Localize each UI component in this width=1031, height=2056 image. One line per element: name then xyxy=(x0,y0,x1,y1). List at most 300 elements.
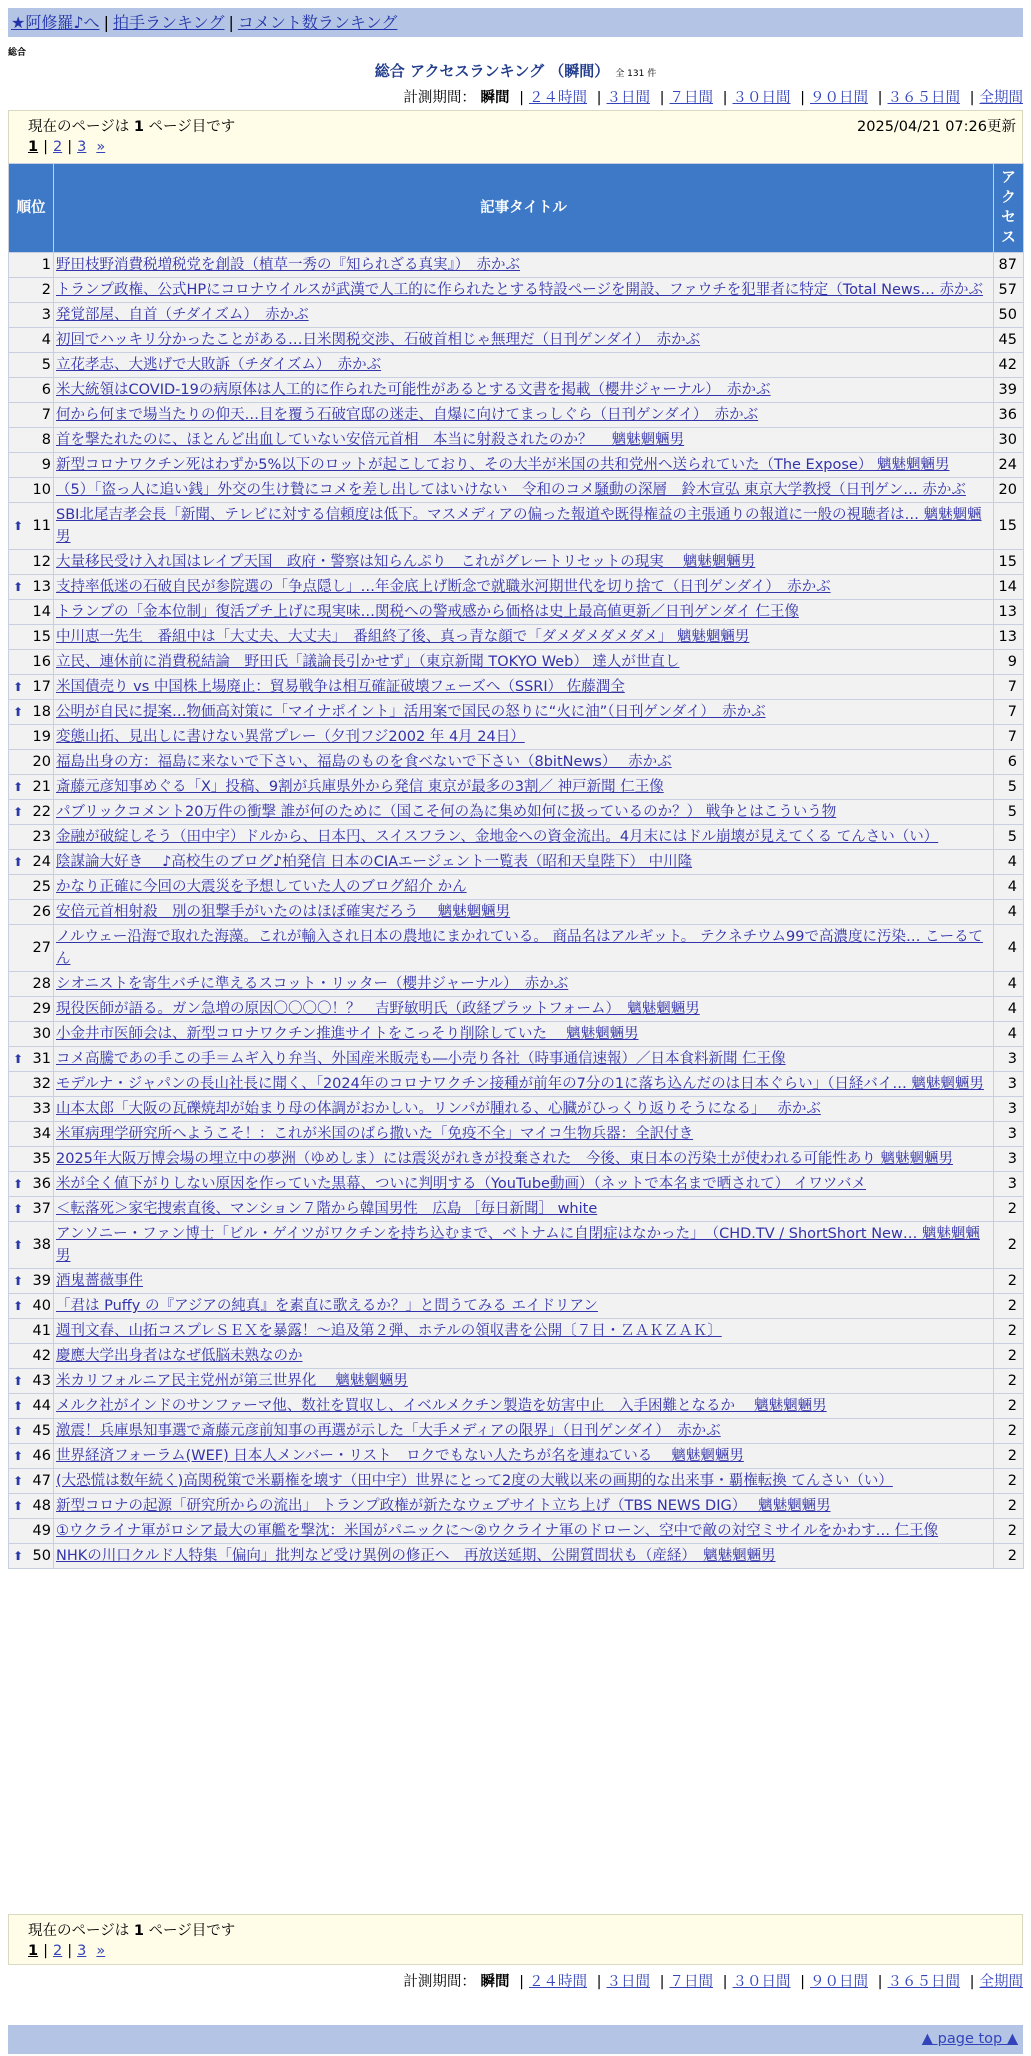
title-cell xyxy=(54,1344,994,1369)
article-title-link[interactable]: 野田枝野消費税増税党を創設（植草一秀の『知られざる真実』） 赤かぶ xyxy=(56,257,520,273)
table-row xyxy=(9,1319,1024,1344)
title-cell xyxy=(54,1072,994,1097)
article-title-link[interactable]: 支持率低迷の石破自民が参院選の「争点隠し」…年金底上げ断念で就職氷河期世代を切り捨て（日刊ゲンダイ） 赤かぶ xyxy=(56,579,831,595)
article-title-link[interactable]: メルク社がインドのサンファーマ他、数社を買収し、イベルメクチン製造を妨害中止 入手困難となるか 魑魅魍魎男 xyxy=(56,1398,827,1414)
article-title-link[interactable]: 米軍病理学研究所へようこそ！：これが米国のばら撒いた「免疫不全」マイコ生物兵器：全訳付き xyxy=(56,1126,694,1142)
access-count: 15 xyxy=(994,503,1024,550)
rank-number: 27 xyxy=(32,940,51,956)
period-link-7d[interactable]: ７日間 xyxy=(669,90,713,106)
pager-next[interactable]: » xyxy=(96,139,106,155)
rank-number: 34 xyxy=(32,1126,51,1142)
table-row xyxy=(9,900,1024,925)
article-title-link[interactable]: パブリックコメント20万件の衝撃 誰が何のために（国こそ何の為に集め如何に扱っているのか？） 戦争とはこういう物 xyxy=(56,804,837,820)
nav-link-asyura[interactable]: ★阿修羅♪へ xyxy=(11,13,100,32)
article-title-link[interactable]: 中川恵一先生 番組中は「大丈夫、大丈夫」 番組終了後、真っ青な顔で「ダメダメダメダメ」 魑魅魍魎男 xyxy=(56,629,750,645)
table-row xyxy=(9,1172,1024,1197)
title-cell xyxy=(54,1469,994,1494)
article-title-link[interactable]: コメ高騰であの手この手＝ムギ入り弁当、外国産米販売も―小売り各社（時事通信速報）／日本食料新聞 仁王像 xyxy=(56,1051,786,1067)
access-count: 4 xyxy=(994,875,1024,900)
table-row xyxy=(9,1419,1024,1444)
table-row xyxy=(9,1147,1024,1172)
ranking-table-body xyxy=(9,253,1024,1569)
rank-number: 6 xyxy=(41,382,51,398)
rank-cell xyxy=(9,378,54,403)
access-count: 24 xyxy=(994,453,1024,478)
pager-link-3[interactable]: 3 xyxy=(77,1943,87,1959)
up-arrow-icon: ⬆ xyxy=(13,805,24,819)
table-header-row xyxy=(9,164,1024,253)
rank-cell xyxy=(9,650,54,675)
pager-current: 1 xyxy=(28,1943,39,1959)
article-title-link[interactable]: 金融が破綻しそう（田中宇）ドルから、日本円、スイスフラン、金地金への資金流出。4月末にはドル崩壊が見えてくる てんさい（い） xyxy=(56,829,939,845)
article-title-link[interactable]: トランプの「金本位制」復活プチ上げに現実味…関税への警戒感から価格は史上最高値更新／日刊ゲンダイ 仁王像 xyxy=(56,604,799,620)
article-title-link[interactable]: （5）「盗っ人に追い銭」外交の生け贄にコメを差し出してはいけない 令和のコメ騒動の深層 鈴木宣弘 東京大学教授（日刊ゲン… 赤かぶ xyxy=(56,482,966,498)
article-title-link[interactable]: 世界経済フォーラム(WEF) 日本人メンバー・リスト ロクでもない人たちが名を連ねている 魑魅魍魎男 xyxy=(56,1448,744,1464)
table-row xyxy=(9,575,1024,600)
up-arrow-icon: ⬆ xyxy=(13,1238,24,1252)
rank-number: 38 xyxy=(32,1237,51,1253)
article-title-link[interactable]: ノルウェー沿海で取れた海藻。これが輸入され日本の農地にまかれている。 商品名はアルギット。 テクネチウム99で高濃度に汚染… こーるてん xyxy=(56,929,983,967)
rank-number: 2 xyxy=(41,282,51,298)
ranking-title-text: 総合 アクセスランキング （瞬間） xyxy=(374,62,610,80)
title-cell xyxy=(54,1544,994,1569)
period-link-7d[interactable]: ７日間 xyxy=(669,1974,713,1990)
rank-cell xyxy=(9,428,54,453)
article-title-link[interactable]: トランプ政権、公式HPにコロナウイルスが武漢で人工的に作られたとする特設ページを開設、ファウチを犯罪者に特定（Total News… 赤かぶ xyxy=(56,282,983,298)
rank-cell xyxy=(9,1197,54,1222)
rank-cell xyxy=(9,750,54,775)
period-link-365d[interactable]: ３６５日間 xyxy=(887,1974,960,1990)
title-cell xyxy=(54,725,994,750)
table-row xyxy=(9,1072,1024,1097)
header-access: アクセス xyxy=(994,164,1024,253)
pager-bottom: 1 | 2 | 3 » xyxy=(28,1943,106,1959)
title-cell xyxy=(54,1147,994,1172)
rank-cell xyxy=(9,1147,54,1172)
table-row xyxy=(9,503,1024,550)
access-count: 3 xyxy=(994,1072,1024,1097)
rank-number: 48 xyxy=(32,1498,51,1514)
access-count: 3 xyxy=(994,1122,1024,1147)
page-top-link[interactable]: ▲ page top ▲ xyxy=(921,2031,1018,2047)
article-title-link[interactable]: 新型コロナワクチン死はわずか5%以下のロットが起こしており、その大半が米国の共和党州へ送られていた（The Expose） 魑魅魍魎男 xyxy=(56,457,950,473)
rank-cell xyxy=(9,1469,54,1494)
header-title: 記事タイトル xyxy=(54,164,994,253)
period-selector-top: 計測期間： 瞬間 | ２４時間 | ３日間 | ７日間 | ３０日間 | ９０日間 | ３６５日間 | 全期間 xyxy=(403,90,1023,106)
access-count: 42 xyxy=(994,353,1024,378)
article-title-link[interactable]: かなり正確に今回の大震災を予想していた人のブログ紹介 かん xyxy=(56,879,467,895)
title-cell xyxy=(54,1122,994,1147)
rank-number: 39 xyxy=(32,1273,51,1289)
table-row xyxy=(9,675,1024,700)
access-count: 9 xyxy=(994,650,1024,675)
period-link-24h[interactable]: ２４時間 xyxy=(529,1974,587,1990)
access-count: 2 xyxy=(994,1469,1024,1494)
access-count: 2 xyxy=(994,1394,1024,1419)
article-title-link[interactable]: 米が全く値下がりしない原因を作っていた黒幕、ついに判明する（YouTube動画）（ネットで本名まで晒されて） イワツバメ xyxy=(56,1176,867,1192)
rank-number: 5 xyxy=(41,357,51,373)
up-arrow-icon: ⬆ xyxy=(13,519,24,533)
nav-separator: | xyxy=(103,13,109,32)
rank-cell xyxy=(9,1047,54,1072)
table-row xyxy=(9,600,1024,625)
period-link-all[interactable]: 全期間 xyxy=(979,1974,1023,1990)
table-row xyxy=(9,925,1024,972)
rank-number: 47 xyxy=(32,1473,51,1489)
article-title-link[interactable]: 米カリフォルニア民主党州が第三世界化 魑魅魍魎男 xyxy=(56,1373,408,1389)
rank-number: 9 xyxy=(41,457,51,473)
access-count: 3 xyxy=(994,1147,1024,1172)
article-title-link[interactable]: 変態山拓、見出しに書けない異常プレー（夕刊フジ2002 年 4月 24日） xyxy=(56,729,525,745)
rank-cell xyxy=(9,1494,54,1519)
title-cell xyxy=(54,997,994,1022)
table-row xyxy=(9,1294,1024,1319)
access-count: 6 xyxy=(994,750,1024,775)
access-count: 5 xyxy=(994,800,1024,825)
access-count: 2 xyxy=(994,1269,1024,1294)
article-title-link[interactable]: 慶應大学出身者はなぜ低脳未熟なのか xyxy=(56,1348,303,1364)
table-row xyxy=(9,1469,1024,1494)
updated-time: 2025/04/21 07:26更新 xyxy=(857,119,1016,135)
access-count: 2 xyxy=(994,1294,1024,1319)
up-arrow-icon: ⬆ xyxy=(13,1299,24,1313)
pager-next[interactable]: » xyxy=(96,1943,106,1959)
ranking-count: 全 131 件 xyxy=(615,69,657,79)
rank-cell xyxy=(9,725,54,750)
pager-top: 1 | 2 | 3 » xyxy=(28,139,106,155)
access-count: 2 xyxy=(994,1519,1024,1544)
title-cell xyxy=(54,1419,994,1444)
title-cell xyxy=(54,1444,994,1469)
title-cell xyxy=(54,550,994,575)
title-cell xyxy=(54,700,994,725)
title-cell xyxy=(54,403,994,428)
title-cell xyxy=(54,750,994,775)
rank-number: 26 xyxy=(32,904,51,920)
rank-cell xyxy=(9,550,54,575)
title-cell xyxy=(54,253,994,278)
article-title-link[interactable]: 発覚部屋、自首（チダイズム） 赤かぶ xyxy=(56,307,309,323)
rank-cell xyxy=(9,675,54,700)
article-title-link[interactable]: 安倍元首相射殺 別の狙撃手がいたのはほぼ確実だろう 魑魅魍魎男 xyxy=(56,904,511,920)
up-arrow-icon: ⬆ xyxy=(13,705,24,719)
nav-link-comment-ranking[interactable]: コメント数ランキング xyxy=(237,13,398,32)
rank-number: 23 xyxy=(32,829,51,845)
access-count: 3 xyxy=(994,1047,1024,1072)
access-count: 4 xyxy=(994,925,1024,972)
rank-cell xyxy=(9,303,54,328)
rank-cell xyxy=(9,278,54,303)
access-count: 2 xyxy=(994,1544,1024,1569)
table-row xyxy=(9,378,1024,403)
up-arrow-icon: ⬆ xyxy=(13,1399,24,1413)
rank-cell xyxy=(9,1419,54,1444)
title-cell xyxy=(54,1519,994,1544)
access-count: 50 xyxy=(994,303,1024,328)
rank-cell xyxy=(9,1294,54,1319)
title-cell xyxy=(54,1222,994,1269)
period-link-90d[interactable]: ９０日間 xyxy=(810,90,868,106)
table-row xyxy=(9,1222,1024,1269)
article-title-link[interactable]: 公明が自民に提案…物価高対策に「マイナポイント」活用案で国民の怒りに“火に油”（日刊ゲンダイ） 赤かぶ xyxy=(56,704,766,720)
title-cell xyxy=(54,1369,994,1394)
title-cell xyxy=(54,650,994,675)
title-cell xyxy=(54,675,994,700)
article-title-link[interactable]: 福島出身の方：福島に来ないで下さい、福島のものを食べないで下さい（8bitNews） 赤かぶ xyxy=(56,754,672,770)
article-title-link[interactable]: アンソニー・ファン博士「ビル・ゲイツがワクチンを持ち込むまで、ベトナムに自閉症はなかった」 （CHD.TV / ShortShort New… 魑魅魍魎男 xyxy=(56,1226,980,1264)
header-rank: 順位 xyxy=(9,164,54,253)
title-cell xyxy=(54,925,994,972)
table-row xyxy=(9,1544,1024,1569)
pager-current: 1 xyxy=(28,139,39,155)
article-title-link[interactable]: 新型コロナの起源「研究所からの流出」 トランプ政権が新たなウェブサイト立ち上げ（TBS NEWS DIG） 魑魅魍魎男 xyxy=(56,1498,831,1514)
period-link-90d[interactable]: ９０日間 xyxy=(810,1974,868,1990)
table-row xyxy=(9,550,1024,575)
rank-number: 12 xyxy=(32,554,51,570)
table-row xyxy=(9,1022,1024,1047)
access-count: 4 xyxy=(994,972,1024,997)
title-cell xyxy=(54,900,994,925)
rank-number: 22 xyxy=(32,804,51,820)
rank-number: 24 xyxy=(32,854,51,870)
article-title-link[interactable]: 激震！兵庫県知事選で斎藤元彦前知事の再選が示した「大手メディアの限界」（日刊ゲンダイ） 赤かぶ xyxy=(56,1423,721,1439)
period-link-3d[interactable]: ３日間 xyxy=(606,90,650,106)
title-cell xyxy=(54,328,994,353)
article-title-link[interactable]: 「君は Puffy の『アジアの純真』を素直に歌えるか？」と問うてみる エイドリアン xyxy=(56,1298,598,1314)
rank-cell xyxy=(9,1319,54,1344)
access-count: 3 xyxy=(994,1097,1024,1122)
rank-number: 3 xyxy=(41,307,51,323)
page-status: 現在のページは 1 ページ目です xyxy=(28,119,236,135)
pager-link-2[interactable]: 2 xyxy=(52,139,63,155)
rank-number: 7 xyxy=(41,407,51,423)
rank-cell xyxy=(9,575,54,600)
rank-number: 36 xyxy=(32,1176,51,1192)
rank-number: 19 xyxy=(32,729,51,745)
title-cell xyxy=(54,1097,994,1122)
rank-cell xyxy=(9,700,54,725)
access-count: 4 xyxy=(994,1022,1024,1047)
table-row xyxy=(9,800,1024,825)
access-count: 30 xyxy=(994,428,1024,453)
title-cell xyxy=(54,428,994,453)
table-row xyxy=(9,875,1024,900)
up-arrow-icon: ⬆ xyxy=(13,1549,24,1563)
table-row xyxy=(9,700,1024,725)
article-title-link[interactable]: モデルナ・ジャパンの長山社長に聞く、「2024年のコロナワクチン接種が前年の7分の1に落ち込んだのは日本ぐらい」（日経バイ… 魑魅魍魎男 xyxy=(56,1076,984,1092)
table-row xyxy=(9,353,1024,378)
access-count: 2 xyxy=(994,1222,1024,1269)
access-count: 13 xyxy=(994,600,1024,625)
rank-number: 43 xyxy=(32,1373,51,1389)
article-title-link[interactable]: ①ウクライナ軍がロシア最大の軍艦を撃沈：米国がパニックに～②ウクライナ軍のドローン、空中で敵の対空ミサイルをかわす… 仁王像 xyxy=(56,1523,939,1539)
access-count: 3 xyxy=(994,1172,1024,1197)
article-title-link[interactable]: 酒鬼薔薇事件 xyxy=(56,1273,143,1289)
up-arrow-icon: ⬆ xyxy=(13,1449,24,1463)
title-cell xyxy=(54,378,994,403)
period-link-all[interactable]: 全期間 xyxy=(979,90,1023,106)
access-count: 5 xyxy=(994,825,1024,850)
ranking-title xyxy=(0,60,1031,81)
article-title-link[interactable]: シオニストを寄生バチに準えるスコット・リッター（櫻井ジャーナル） 赤かぶ xyxy=(56,976,569,992)
up-arrow-icon: ⬆ xyxy=(13,680,24,694)
access-count: 15 xyxy=(994,550,1024,575)
article-title-link[interactable]: 何から何まで場当たりの仰天…目を覆う石破官邸の迷走、自爆に向けてまっしぐら（日刊ゲンダイ） 赤かぶ xyxy=(56,407,759,423)
access-count: 39 xyxy=(994,378,1024,403)
rank-cell xyxy=(9,850,54,875)
title-cell xyxy=(54,600,994,625)
title-cell xyxy=(54,453,994,478)
title-cell xyxy=(54,1172,994,1197)
table-row xyxy=(9,972,1024,997)
table-row xyxy=(9,825,1024,850)
article-title-link[interactable]: 初回でハッキリ分かったことがある…日米関税交渉、石破首相じゃ無理だ（日刊ゲンダイ） 赤かぶ xyxy=(56,332,701,348)
article-title-link[interactable]: 米大統領はCOVID-19の病原体は人工的に作られた可能性があるとする文書を掲載（櫻井ジャーナル） 赤かぶ xyxy=(56,382,771,398)
rank-number: 15 xyxy=(32,629,51,645)
rank-cell xyxy=(9,1222,54,1269)
rank-number: 30 xyxy=(32,1026,51,1042)
title-cell xyxy=(54,478,994,503)
article-title-link[interactable]: 現役医師が語る。ガン急増の原因〇〇〇〇！？ 吉野敏明氏（政経プラットフォーム） 魑魅魍魎男 xyxy=(56,1001,700,1017)
rank-number: 4 xyxy=(41,332,51,348)
title-cell xyxy=(54,303,994,328)
access-count: 36 xyxy=(994,403,1024,428)
rank-cell xyxy=(9,1544,54,1569)
article-title-link[interactable]: (大恐慌は数年続く)高関税策で米覇権を壊す（田中宇）世界にとって2度の大戦以来の画期的な出来事・覇権転換 てんさい（い） xyxy=(56,1473,893,1489)
title-cell xyxy=(54,875,994,900)
page-info-top xyxy=(8,110,1023,164)
rank-number: 16 xyxy=(32,654,51,670)
table-row xyxy=(9,1197,1024,1222)
up-arrow-icon: ⬆ xyxy=(13,1474,24,1488)
title-cell xyxy=(54,800,994,825)
rank-cell xyxy=(9,1172,54,1197)
rank-number: 10 xyxy=(32,482,51,498)
rank-cell xyxy=(9,478,54,503)
nav-link-clap-ranking[interactable]: 拍手ランキング xyxy=(112,13,225,32)
title-cell xyxy=(54,850,994,875)
table-row xyxy=(9,1097,1024,1122)
article-title-link[interactable]: 米国債売り vs 中国株上場廃止：貿易戦争は相互確証破壊フェーズへ（SSRI） 佐藤潤全 xyxy=(56,679,625,695)
rank-cell xyxy=(9,1072,54,1097)
rank-number: 13 xyxy=(32,579,51,595)
rank-cell xyxy=(9,453,54,478)
period-link-30d[interactable]: ３０日間 xyxy=(732,90,791,106)
table-row xyxy=(9,303,1024,328)
rank-number: 49 xyxy=(32,1523,51,1539)
access-count: 13 xyxy=(994,625,1024,650)
up-arrow-icon: ⬆ xyxy=(13,580,24,594)
period-link-365d[interactable]: ３６５日間 xyxy=(887,90,960,106)
access-count: 14 xyxy=(994,575,1024,600)
access-count: 2 xyxy=(994,1319,1024,1344)
rank-cell xyxy=(9,997,54,1022)
article-title-link[interactable]: 大量移民受け入れ国はレイプ天国 政府・警察は知らんぷり これがグレートリセットの現実 魑魅魍魎男 xyxy=(56,554,756,570)
section-tag: 総合 xyxy=(8,48,27,58)
article-title-link[interactable]: 山本太郎「大阪の瓦礫焼却が始まり母の体調がおかしい。リンパが腫れる、心臓がひっくり返りそうになる」 赤かぶ xyxy=(56,1101,821,1117)
table-row xyxy=(9,1444,1024,1469)
rank-number: 21 xyxy=(32,779,51,795)
title-cell xyxy=(54,972,994,997)
period-label: 計測期間： xyxy=(403,1974,476,1990)
rank-cell xyxy=(9,875,54,900)
title-cell xyxy=(54,625,994,650)
rank-cell xyxy=(9,775,54,800)
title-cell xyxy=(54,825,994,850)
table-row xyxy=(9,453,1024,478)
rank-number: 32 xyxy=(32,1076,51,1092)
table-row xyxy=(9,997,1024,1022)
rank-cell xyxy=(9,1269,54,1294)
article-title-link[interactable]: 週刊文春、山拓コスプレＳＥＸを暴露！～追及第２弾、ホテルの領収書を公開〔７日・ＺＡＫＺＡＫ〕 xyxy=(56,1323,722,1339)
article-title-link[interactable]: 小金井市医師会は、新型コロナワクチン推進サイトをこっそり削除していた 魑魅魍魎男 xyxy=(56,1026,639,1042)
rank-cell xyxy=(9,800,54,825)
period-selector-bottom: 計測期間： 瞬間 | ２４時間 | ３日間 | ７日間 | ３０日間 | ９０日間 | ３６５日間 | 全期間 xyxy=(403,1974,1023,1990)
nav-separator: | xyxy=(228,13,234,32)
title-cell xyxy=(54,503,994,550)
pager-link-3[interactable]: 3 xyxy=(77,139,87,155)
rank-number: 18 xyxy=(32,704,51,720)
access-count: 2 xyxy=(994,1369,1024,1394)
up-arrow-icon: ⬆ xyxy=(13,1052,24,1066)
rank-number: 14 xyxy=(32,604,51,620)
access-count: 4 xyxy=(994,900,1024,925)
article-title-link[interactable]: 首を撃たれたのに、ほとんど出血していない安倍元首相 本当に射殺されたのか？ 魑魅魍魎男 xyxy=(56,432,685,448)
rank-cell xyxy=(9,328,54,353)
table-row xyxy=(9,650,1024,675)
access-count: 45 xyxy=(994,328,1024,353)
up-arrow-icon: ⬆ xyxy=(13,780,24,794)
rank-cell xyxy=(9,1097,54,1122)
table-row xyxy=(9,850,1024,875)
rank-cell xyxy=(9,1369,54,1394)
rank-cell xyxy=(9,1394,54,1419)
period-label: 計測期間： xyxy=(403,90,476,106)
article-title-link[interactable]: 陰謀論大好き ＿♪高校生のブログ♪柏発信 日本のCIAエージェント一覧表（昭和天皇陛下） 中川隆 xyxy=(56,854,693,870)
table-row xyxy=(9,428,1024,453)
rank-cell xyxy=(9,1122,54,1147)
article-title-link[interactable]: 2025年大阪万博会場の埋立中の夢洲（ゆめしま）には震災がれきが投棄された 今後、東日本の汚染土が使われる可能性あり 魑魅魍魎男 xyxy=(56,1151,954,1167)
table-row xyxy=(9,1047,1024,1072)
rank-number: 1 xyxy=(41,257,51,273)
title-cell xyxy=(54,353,994,378)
period-link-30d[interactable]: ３０日間 xyxy=(732,1974,791,1990)
rank-number: 8 xyxy=(41,432,51,448)
rank-number: 20 xyxy=(32,754,51,770)
page-info-bottom xyxy=(8,1914,1023,1965)
access-count: 2 xyxy=(994,1197,1024,1222)
rank-number: 29 xyxy=(32,1001,51,1017)
title-cell xyxy=(54,1319,994,1344)
up-arrow-icon: ⬆ xyxy=(13,1499,24,1513)
article-title-link[interactable]: ＜転落死＞家宅捜索直後、マンション７階から韓国男性 広島 ［毎日新聞］ white xyxy=(56,1201,598,1217)
article-title-link[interactable]: NHKの川口クルド人特集「偏向」批判など受け異例の修正へ 再放送延期、公開質問状も（産経） 魑魅魍魎男 xyxy=(56,1548,776,1564)
article-title-link[interactable]: SBI北尾吉孝会長「新聞、テレビに対する信頼度は低下。マスメディアの偏った報道や既得権益の主張通りの報道に一般の視聴者は… 魑魅魍魎男 xyxy=(56,507,982,545)
table-row xyxy=(9,1394,1024,1419)
title-cell xyxy=(54,1294,994,1319)
access-count: 57 xyxy=(994,278,1024,303)
period-link-24h[interactable]: ２４時間 xyxy=(529,90,587,106)
article-title-link[interactable]: 斎藤元彦知事めぐる「X」投稿、9割が兵庫県外から発信 東京が最多の3割／ 神戸新聞 仁王像 xyxy=(56,779,664,795)
article-title-link[interactable]: 立花孝志、大逃げで大敗訴（チダイズム） 赤かぶ xyxy=(56,357,382,373)
rank-cell xyxy=(9,825,54,850)
rank-cell xyxy=(9,972,54,997)
rank-cell xyxy=(9,1344,54,1369)
table-row xyxy=(9,1519,1024,1544)
pager-link-2[interactable]: 2 xyxy=(52,1943,63,1959)
period-link-3d[interactable]: ３日間 xyxy=(606,1974,650,1990)
article-title-link[interactable]: 立民、連休前に消費税結論 野田氏「議論長引かせず」（東京新聞 TOKYO Web） 達人が世直し xyxy=(56,654,680,670)
